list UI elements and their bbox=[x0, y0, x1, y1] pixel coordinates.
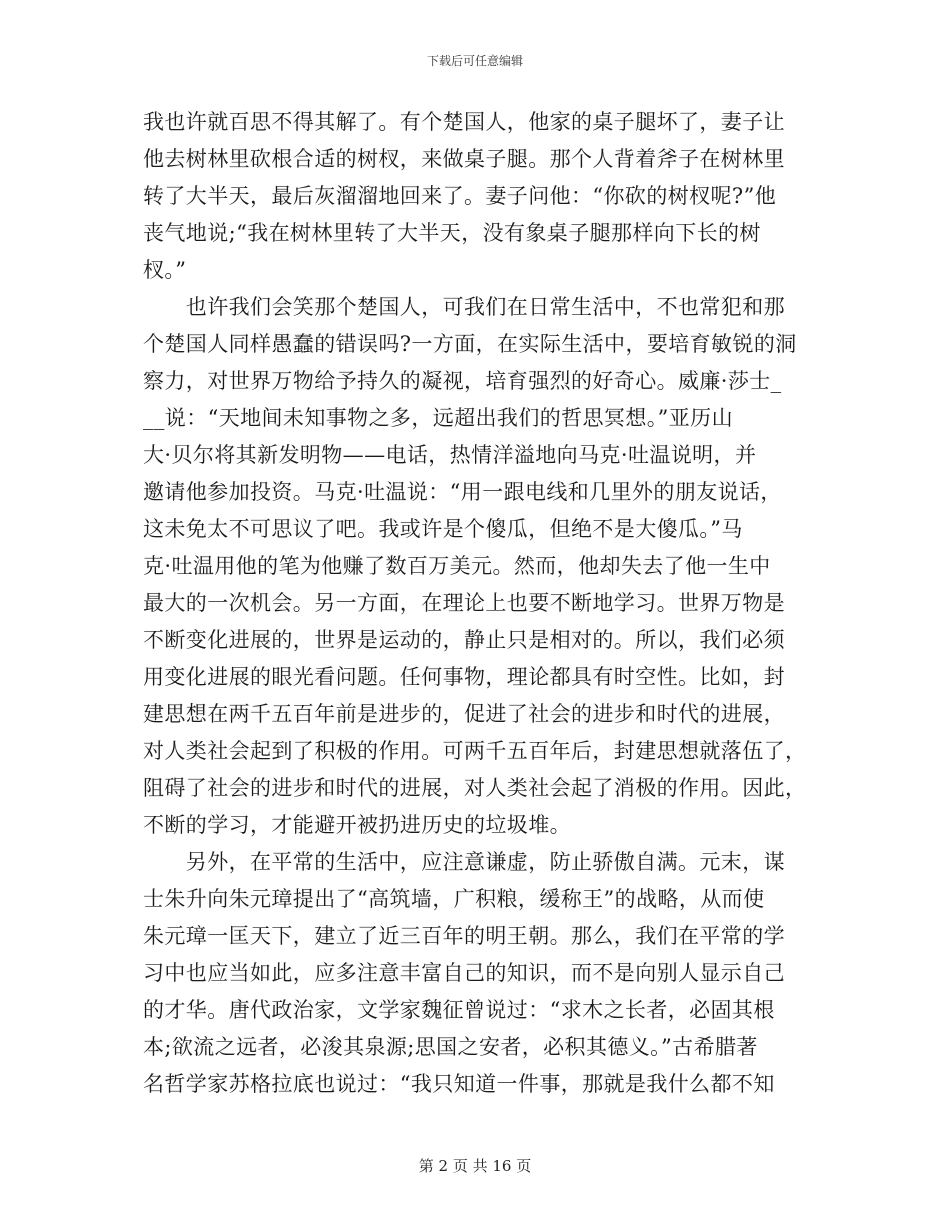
text-line: 邀请他参加投资。马克·吐温说：“用一跟电线和几里外的朋友说话， bbox=[143, 480, 782, 504]
text-line: 建思想在两千五百年前是进步的，促进了社会的进步和时代的进展， bbox=[143, 702, 785, 726]
text-line: 对人类社会起到了积极的作用。可两千五百年后，封建思想就落伍了， bbox=[143, 739, 807, 763]
text-line: 士朱升向朱元璋提出了“高筑墙，广积粮，缓称王”的战略，从而使 bbox=[143, 887, 765, 911]
text-line: 用变化进展的眼光看问题。任何事物，理论都具有时空性。比如，封 bbox=[143, 665, 785, 689]
text-line: 他去树林里砍根合适的树杈，来做桌子腿。那个人背着斧子在树林里 bbox=[143, 147, 785, 171]
text-line: __说：“天地间未知事物之多，远超出我们的哲思冥想。”亚历山 bbox=[143, 406, 733, 430]
text-line: 也许我们会笑那个楚国人，可我们在日常生活中，不也常犯和那 bbox=[143, 295, 785, 319]
text-line: 习中也应当如此，应多注意丰富自己的知识，而不是向别人显示自己 bbox=[143, 961, 785, 985]
text-line: 克·吐温用他的笔为他赚了数百万美元。然而，他却失去了他一生中 bbox=[143, 554, 771, 578]
text-line: 察力，对世界万物给予持久的凝视，培育强烈的好奇心。威廉·莎士_ bbox=[143, 369, 782, 393]
text-line: 名哲学家苏格拉底也说过：“我只知道一件事，那就是我什么都不知 bbox=[143, 1072, 775, 1096]
text-line: 最大的一次机会。另一方面，在理论上也要不断地学习。世界万物是 bbox=[143, 591, 785, 615]
text-line: 个楚国人同样愚蠢的错误吗?一方面，在实际生活中，要培育敏锐的洞 bbox=[143, 332, 797, 356]
text-line: 我也许就百思不得其解了。有个楚国人，他家的桌子腿坏了，妻子让 bbox=[143, 110, 785, 134]
text-line: 的才华。唐代政治家，文学家魏征曾说过：“求木之长者，必固其根 bbox=[143, 998, 775, 1022]
text-line: 杈。” bbox=[143, 258, 187, 282]
page-footer-number: 第 2 页 共 16 页 bbox=[418, 1157, 532, 1175]
page-header-note: 下载后可任意编辑 bbox=[426, 54, 523, 68]
text-line: 大·贝尔将其新发明物——电话，热情洋溢地向马克·吐温说明，并 bbox=[143, 443, 757, 467]
text-line: 阻碍了社会的进步和时代的进展，对人类社会起了消极的作用。因此， bbox=[143, 776, 807, 800]
text-line: 朱元璋一匡天下，建立了近三百年的明王朝。那么，我们在平常的学 bbox=[143, 924, 785, 948]
text-line: 转了大半天，最后灰溜溜地回来了。妻子问他：“你砍的树杈呢?”他 bbox=[143, 184, 777, 208]
text-line: 这未免太不可思议了吧。我或许是个傻瓜，但绝不是大傻瓜。”马 bbox=[143, 517, 743, 541]
text-line: 丧气地说;“我在树林里转了大半天，没有象桌子腿那样向下长的树 bbox=[143, 221, 761, 245]
document-body bbox=[143, 104, 807, 1103]
text-line: 不断的学习，才能避开被扔进历史的垃圾堆。 bbox=[143, 813, 571, 837]
text-line: 本;欲流之远者，必浚其泉源;思国之安者，必积其德义。”古希腊著 bbox=[143, 1035, 758, 1059]
text-line: 不断变化进展的，世界是运动的，静止只是相对的。所以，我们必须 bbox=[143, 628, 785, 652]
text-line: 另外，在平常的生活中，应注意谦虚，防止骄傲自满。元末，谋 bbox=[143, 850, 785, 874]
